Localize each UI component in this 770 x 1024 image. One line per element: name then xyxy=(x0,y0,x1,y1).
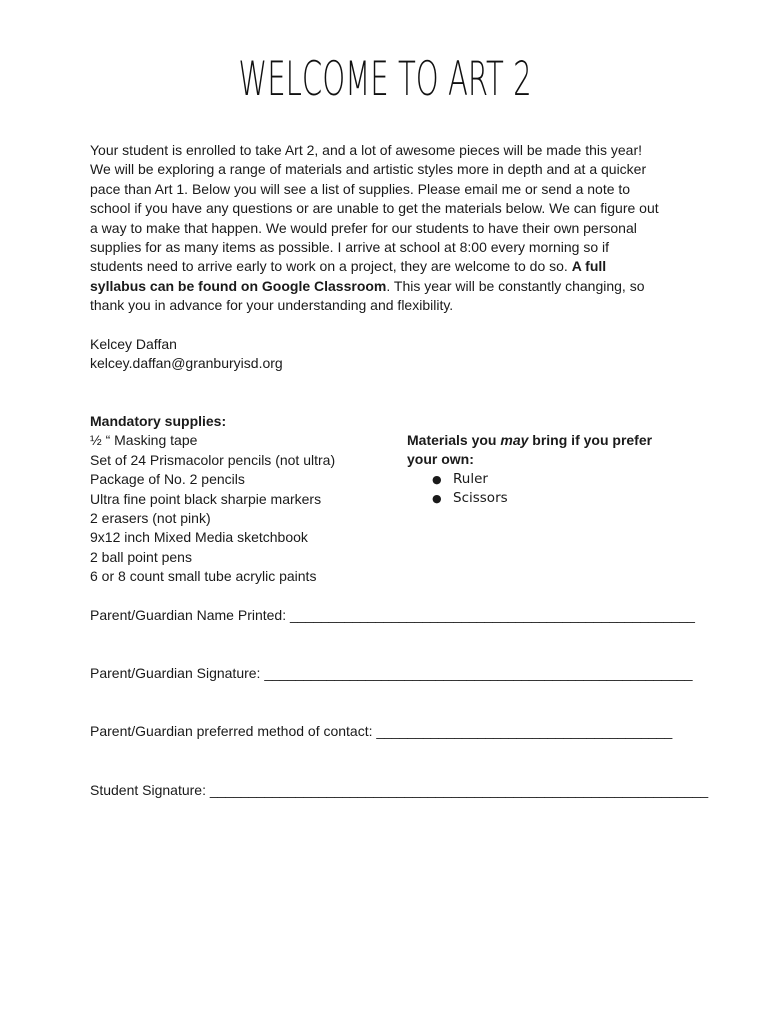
bullet-icon: ● xyxy=(432,492,442,506)
supply-item: 6 or 8 count small tube acrylic paints xyxy=(90,568,317,585)
intro-text-1: Your student is enrolled to take Art 2, and a lot of awesome pieces will be made this year! We will be exploring a range of materials and artistic styles more in depth and at a quicker pace than Art 1. Below you will see a list of supplies. Please email me or send a note to school if you have any questions or are unable to get the materials below. We can figure out a way to make that happen. We would prefer for our students to have their own personal supplies for as many items as possible. I arrive at school at 8:00 every morning so if students need to arrive early to work on a project, they are welcome to do so. xyxy=(90,142,659,275)
optional-item-label: Ruler xyxy=(453,470,488,487)
intro-syllabus-note: A full syllabus can be found on Google Classroom xyxy=(90,258,607,294)
bullet-icon: ● xyxy=(432,472,442,486)
optional-materials xyxy=(407,431,667,509)
teacher-name: Kelcey Daffan xyxy=(90,336,177,352)
supply-item: Package of No. 2 pencils xyxy=(90,471,245,488)
optional-heading-post: bring if you prefer your own: xyxy=(407,432,653,468)
optional-heading-pre: Materials you xyxy=(407,432,501,448)
list-item xyxy=(407,470,667,489)
parent-signature-field[interactable]: Parent/Guardian Signature: _______________________________________________________ xyxy=(90,665,693,681)
supply-item: Ultra fine point black sharpie markers xyxy=(90,490,322,507)
parent-name-field[interactable]: Parent/Guardian Name Printed: ____________________________________________________ xyxy=(90,607,695,623)
student-signature-field[interactable]: Student Signature: ________________________________________________________________ xyxy=(90,782,709,798)
contact-method-field[interactable]: Parent/Guardian preferred method of contact: ______________________________________ xyxy=(90,723,673,739)
supply-item: 2 ball point pens xyxy=(90,548,192,565)
teacher-email[interactable]: kelcey.daffan@granburyisd.org xyxy=(90,355,283,372)
optional-item-label: Scissors xyxy=(453,490,508,507)
list-item xyxy=(407,489,667,508)
mandatory-heading: Mandatory supplies: xyxy=(90,413,227,429)
mandatory-supplies xyxy=(90,412,390,587)
supply-item: Set of 24 Prismacolor pencils (not ultra) xyxy=(90,451,336,468)
supply-item: ½ “ Masking tape xyxy=(90,432,198,449)
supply-item: 2 erasers (not pink) xyxy=(90,510,211,527)
optional-heading xyxy=(407,431,667,470)
optional-heading-emphasis: may xyxy=(500,432,529,448)
intro-paragraph xyxy=(90,141,660,316)
page-title: WELCOME TO ART 2 xyxy=(238,52,532,107)
intro-text-2: . This year will be constantly changing, so thank you in advance for your understanding and flexibility. xyxy=(90,277,645,314)
teacher-contact xyxy=(90,335,283,374)
optional-list xyxy=(407,470,667,509)
supply-item: 9x12 inch Mixed Media sketchbook xyxy=(90,529,308,546)
